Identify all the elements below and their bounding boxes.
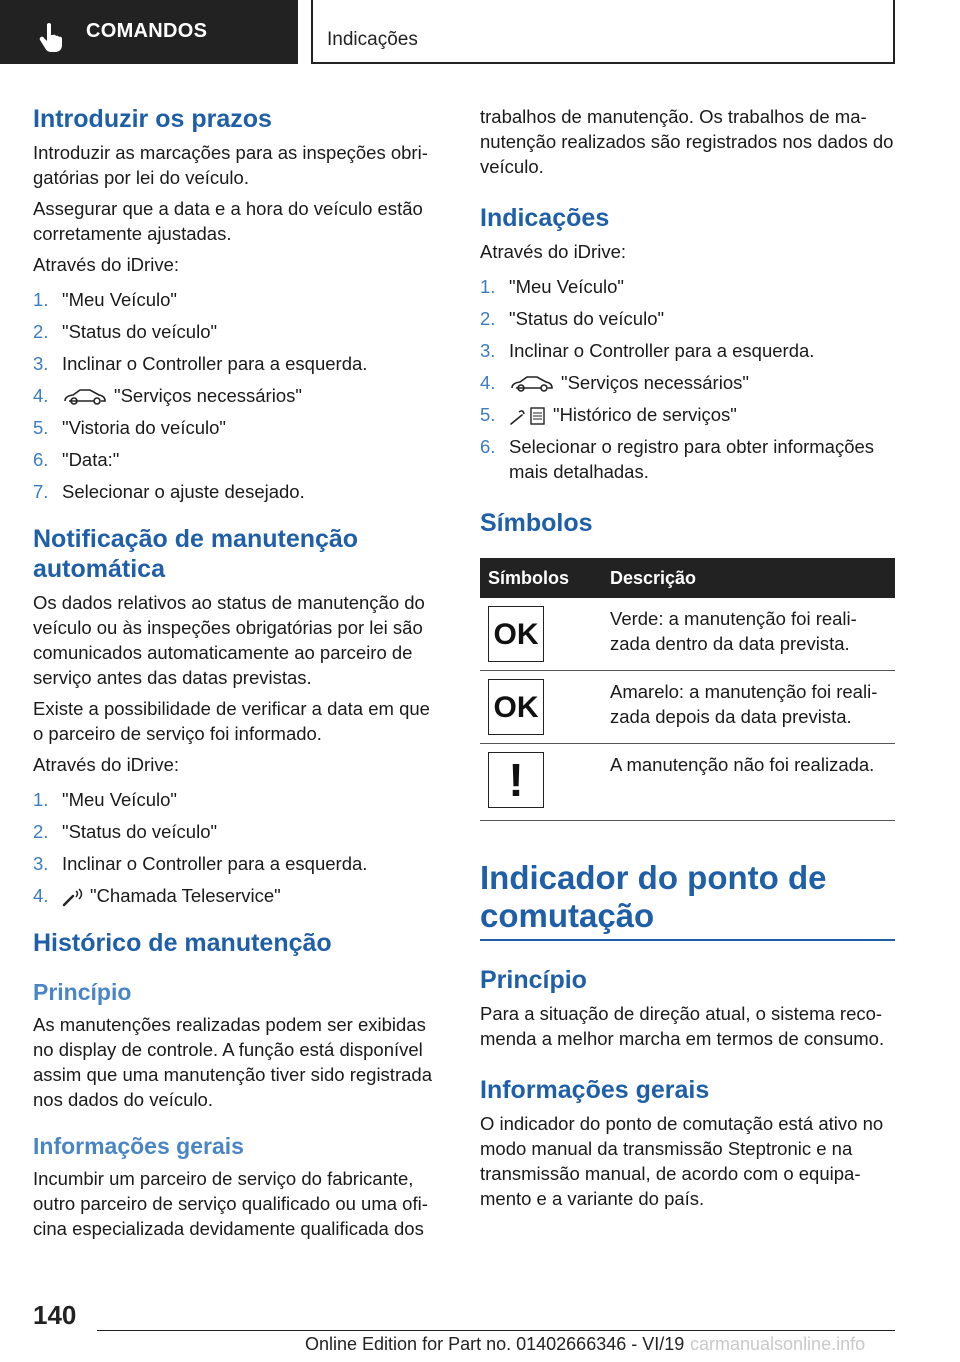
hand-pointer-icon [38, 22, 66, 52]
list-item: 5. "Histórico de serviços" [480, 404, 737, 425]
heading-indicacoes: Indicações [480, 204, 610, 232]
symbols-table [480, 558, 895, 821]
heading-principio: Princípio [33, 979, 132, 1005]
list-item: 6. Selecionar o registro para obter informações mais detalhadas. [480, 436, 875, 482]
list-item: 2. "Status do veículo" [33, 321, 218, 342]
paragraph: Para a situação de direção atual, o sistema recomenda a melhor marcha em termos de consumo. [480, 1003, 885, 1049]
list-item: 2. "Status do veículo" [33, 821, 218, 842]
table-cell-description: A manutenção não foi realizada. [602, 744, 895, 821]
list-item: 5. "Vistoria do veículo" [33, 417, 226, 438]
list-item: 2. "Status do veículo" [480, 308, 665, 329]
heading-informacoes-gerais: Informações gerais [33, 1133, 244, 1159]
table-header [480, 558, 895, 598]
heading-simbolos: Símbolos [480, 509, 593, 537]
heading-introduzir-prazos: Introduzir os prazos [33, 105, 272, 133]
paragraph: As manutenções realizadas podem ser exibidas no display de controle. A função está disponível assim que uma manutenção tiver sido registrada nos dados do veículo. [33, 1014, 432, 1110]
list-item: 4. "Serviços necessários" [33, 385, 302, 406]
list-item: 7. Selecionar o ajuste desejado. [33, 481, 305, 502]
exclamation-icon: ! [488, 752, 544, 808]
subsection-header [311, 0, 895, 64]
heading-principio: Princípio [480, 966, 587, 994]
paragraph: Incumbir um parceiro de serviço do fabricante, outro parceiro de serviço qualificado ou uma oficina especializada devidamente qualificada dos [33, 1168, 428, 1239]
paragraph: Assegurar que a data e a hora do veículo estão corretamente ajustadas. [33, 198, 423, 244]
paragraph: Através do iDrive: [480, 241, 626, 262]
car-icon [62, 388, 108, 406]
heading-indicador-ponto-comutacao: Indicador do ponto de comutação [480, 859, 895, 941]
column-header-symbols: Símbolos [480, 558, 602, 598]
section-label: COMANDOS [86, 20, 208, 42]
table-row [480, 744, 895, 821]
list-item: 4. "Serviços necessários" [480, 372, 749, 393]
table-cell-description: Amarelo: a manutenção foi realizada depois da data prevista. [602, 671, 895, 744]
paragraph: O indicador do ponto de comutação está ativo no modo manual da transmissão Steptronic e na transmissão manual, de acordo com o equipamento e a variante do país. [480, 1113, 884, 1209]
heading-notificacao: Notificação de manutenção automática [33, 525, 359, 583]
steps-list-prazos [33, 287, 443, 504]
ok-yellow-icon: OK [488, 679, 544, 735]
paragraph: trabalhos de manutenção. Os trabalhos de manutenção realizados são registrados nos dados do veículo. [480, 106, 894, 177]
section-tab [0, 0, 298, 64]
list-item: 3. Inclinar o Controller para a esquerda. [480, 340, 815, 361]
list-item: 6. "Data:" [33, 449, 120, 470]
table-row [480, 671, 895, 744]
list-item: 3. Inclinar o Controller para a esquerda. [33, 853, 368, 874]
steps-list-indicacoes [480, 274, 895, 484]
paragraph: Introduzir as marcações para as inspeções obrigatórias por lei do veículo. [33, 142, 428, 188]
subsection-label: Indicações [327, 29, 418, 50]
car-icon [509, 375, 555, 393]
right-column [480, 100, 895, 1211]
list-item: 3. Inclinar o Controller para a esquerda. [33, 353, 368, 374]
footer-divider [97, 1330, 895, 1331]
left-column [33, 100, 443, 1241]
list-item: 1. "Meu Veículo" [33, 789, 177, 810]
service-history-icon [509, 406, 547, 426]
heading-informacoes-gerais: Informações gerais [480, 1076, 710, 1104]
steps-list-notificacao [33, 787, 443, 908]
table-row [480, 598, 895, 671]
list-item: 4. "Chamada Teleservice" [33, 885, 281, 906]
heading-historico: Histórico de manutenção [33, 929, 332, 957]
paragraph: Através do iDrive: [33, 254, 179, 275]
list-item: 1. "Meu Veículo" [33, 289, 177, 310]
edition-text: Online Edition for Part no. 01402666346 - VI/19 [305, 1334, 685, 1354]
ok-green-icon: OK [488, 606, 544, 662]
page-number: 140 [33, 1300, 77, 1330]
column-header-description: Descrição [602, 558, 895, 598]
table-cell-description: Verde: a manutenção foi realizada dentro da data prevista. [602, 598, 895, 671]
paragraph: Existe a possibilidade de verificar a data em que o parceiro de serviço foi informado. [33, 698, 430, 744]
list-item: 1. "Meu Veículo" [480, 276, 624, 297]
paragraph: Os dados relativos ao status de manutenção do veículo ou às inspeções obrigatórias por lei são comunicados automaticamente ao parceiro de serviço antes das datas previstas. [33, 592, 425, 688]
paragraph: Através do iDrive: [33, 754, 179, 775]
watermark-text: carmanualsonline.info [690, 1334, 866, 1354]
wrench-signal-icon [62, 887, 84, 907]
